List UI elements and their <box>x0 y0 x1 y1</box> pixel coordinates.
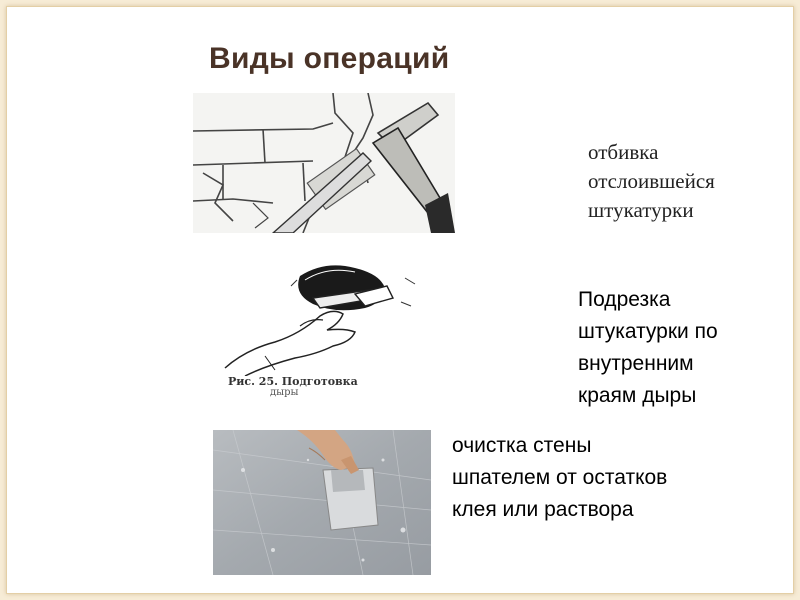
figure-caption-2: дыры <box>270 387 299 398</box>
caption-line: краям дыры <box>578 384 697 407</box>
hand-trimming-hole-illustration <box>205 258 445 376</box>
caption-line: штукатурки по <box>578 320 718 343</box>
caption-line: отслоившейся <box>588 169 715 193</box>
caption-cleaning <box>452 430 667 526</box>
hammer-chipping-plaster-illustration <box>193 93 455 233</box>
caption-line: очистка стены <box>452 434 592 457</box>
caption-line: штукатурки <box>588 198 694 222</box>
caption-line: шпателем от остатков <box>452 466 668 489</box>
caption-line: клея или раствора <box>452 498 634 521</box>
caption-trimming <box>578 284 718 412</box>
caption-line: внутренним <box>578 352 694 375</box>
caption-chipping <box>588 138 715 225</box>
caption-line: Подрезка <box>578 288 671 311</box>
figure-caption: Рис. 25. Подготовка <box>228 375 358 388</box>
spatula-cleaning-wall-photo <box>213 430 431 575</box>
caption-line: отбивка <box>588 140 659 164</box>
slide-title: Виды операций <box>209 42 450 75</box>
